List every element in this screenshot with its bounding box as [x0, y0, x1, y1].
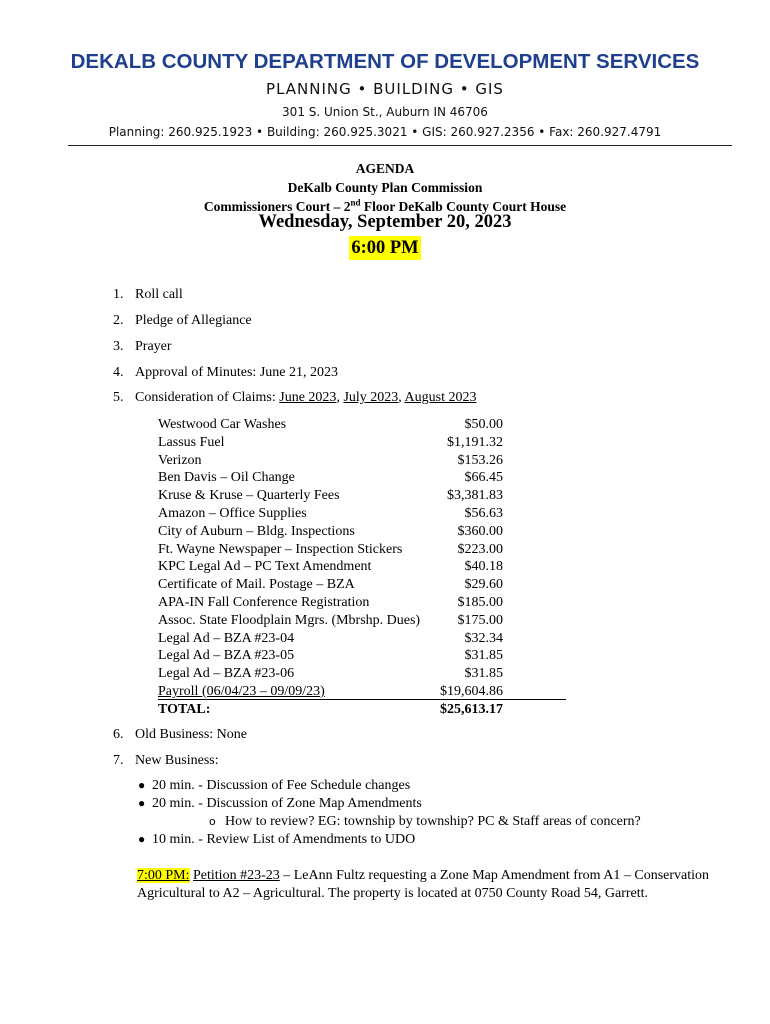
item-number: 7.	[113, 753, 124, 768]
agenda-header	[0, 159, 770, 216]
claim-amount: $56.63	[464, 505, 503, 521]
meeting-time: 6:00 PM	[351, 238, 419, 258]
letterhead-divider	[68, 145, 732, 146]
claim-row-total	[158, 701, 503, 719]
item-text: Approval of Minutes: June 21, 2023	[135, 365, 338, 380]
claim-amount: $175.00	[457, 612, 503, 628]
item-number: 2.	[113, 313, 124, 328]
claims-separator: ,	[336, 390, 344, 405]
agenda-heading: AGENDA	[355, 161, 415, 176]
claim-amount: $66.45	[464, 470, 503, 486]
claim-name: Lassus Fuel	[158, 434, 225, 450]
item-text: Pledge of Allegiance	[135, 313, 252, 328]
claim-name: Ft. Wayne Newspaper – Inspection Stickers	[158, 541, 403, 557]
new-business-bullet-zone-map	[138, 796, 422, 812]
new-business-bullet-udo	[138, 832, 415, 848]
claim-row	[158, 612, 503, 630]
claim-amount: $153.26	[457, 452, 503, 468]
item-text: Consideration of Claims:	[135, 390, 280, 405]
open-circle-bullet-icon: o	[209, 815, 216, 828]
claim-amount: $1,191.32	[447, 434, 503, 450]
item-text: Prayer	[135, 339, 172, 354]
claim-row	[158, 505, 503, 523]
item-text: New Business:	[135, 753, 219, 768]
bullet-text: 20 min. - Discussion of Fee Schedule changes	[152, 778, 411, 793]
claim-row	[158, 558, 503, 576]
claim-row	[158, 416, 503, 434]
claim-row	[158, 647, 503, 665]
item-number: 5.	[113, 390, 124, 405]
meeting-date: Wednesday, September 20, 2023	[258, 212, 512, 232]
claim-name: Assoc. State Floodplain Mgrs. (Mbrshp. Dues)	[158, 612, 421, 628]
claim-name: Legal Ad – BZA #23-06	[158, 666, 295, 682]
claim-total-amount: $25,613.17	[440, 701, 503, 717]
item-text: Roll call	[135, 287, 183, 302]
agenda-location-pre: Commissioners Court – 2	[203, 199, 351, 214]
claim-row	[158, 487, 503, 505]
claim-amount: $3,381.83	[447, 488, 503, 504]
claim-name: Certificate of Mail. Postage – BZA	[158, 577, 355, 593]
new-business-subbullet-review	[209, 814, 641, 830]
item-number: 1.	[113, 287, 124, 302]
claim-amount: $223.00	[457, 541, 503, 557]
petition-paragraph	[137, 867, 717, 904]
claim-amount: $19,604.86	[440, 683, 503, 699]
claim-row	[158, 594, 503, 612]
bullet-dot-icon: ●	[138, 832, 146, 846]
department-title: DEKALB COUNTY DEPARTMENT OF DEVELOPMENT SERVICES	[70, 50, 700, 73]
department-phone-numbers: Planning: 260.925.1923 • Building: 260.925.3021 • GIS: 260.927.2356 • Fax: 260.927.4791	[108, 125, 662, 139]
bullet-dot-icon: ●	[138, 778, 146, 792]
meeting-time-wrapper	[0, 236, 770, 260]
claim-name: Payroll (06/04/23 – 09/09/23)	[158, 683, 325, 699]
claim-row	[158, 665, 503, 683]
claim-row	[158, 434, 503, 452]
claim-amount: $40.18	[464, 559, 503, 575]
petition-time: 7:00 PM:	[137, 868, 190, 883]
agenda-body-name: DeKalb County Plan Commission	[287, 180, 483, 195]
claim-amount: $31.85	[464, 648, 503, 664]
agenda-item-pledge	[113, 313, 252, 329]
claim-amount: $185.00	[457, 594, 503, 610]
claim-name: Ben Davis – Oil Change	[158, 470, 295, 486]
claim-name: KPC Legal Ad – PC Text Amendment	[158, 559, 372, 575]
claim-amount: $360.00	[457, 523, 503, 539]
bullet-text: 20 min. - Discussion of Zone Map Amendments	[152, 796, 422, 811]
claims-link-august[interactable]: August 2023	[404, 390, 477, 405]
claim-amount: $31.85	[464, 666, 503, 682]
agenda-item-roll-call	[113, 287, 183, 303]
claim-name: Amazon – Office Supplies	[158, 505, 307, 521]
claim-row	[158, 576, 503, 594]
bullet-text: 10 min. - Review List of Amendments to UDO	[152, 832, 416, 847]
item-number: 6.	[113, 727, 124, 742]
claim-row	[158, 541, 503, 559]
agenda-item-old-business	[113, 727, 247, 743]
item-number: 3.	[113, 339, 124, 354]
subbullet-text: How to review? EG: township by township? PC & Staff areas of concern?	[225, 814, 641, 829]
petition-text: – LeAnn Fultz requesting a Zone Map Amendment from A1 – Conservation Agricultural to A2 – Agricultural. The property is located at 0750 County Road 54, Garrett.	[137, 868, 710, 902]
claim-name: Legal Ad – BZA #23-04	[158, 630, 295, 646]
claim-row	[158, 523, 503, 541]
claim-name: Westwood Car Washes	[158, 417, 287, 432]
claim-row	[158, 469, 503, 487]
agenda-item-prayer	[113, 339, 172, 355]
claims-separator: ,	[398, 390, 405, 405]
agenda-item-claims	[113, 390, 476, 406]
claim-row-payroll	[158, 683, 503, 701]
claim-name: Verizon	[158, 452, 202, 468]
department-address: 301 S. Union St., Auburn IN 46706	[282, 105, 488, 119]
agenda-location-post: Floor DeKalb County Court House	[360, 199, 567, 214]
item-text: Old Business: None	[135, 727, 247, 742]
claim-row	[158, 452, 503, 470]
claim-name: City of Auburn – Bldg. Inspections	[158, 523, 355, 539]
claim-total-label: TOTAL:	[158, 701, 211, 717]
claims-list	[158, 416, 570, 719]
claim-amount: $29.60	[464, 577, 503, 593]
agenda-item-minutes	[113, 365, 338, 381]
claim-name: Kruse & Kruse – Quarterly Fees	[158, 488, 340, 504]
claims-link-june[interactable]: June 2023	[279, 390, 337, 405]
agenda-item-new-business	[113, 753, 219, 769]
claims-link-july[interactable]: July 2023	[343, 390, 399, 405]
claim-amount: $32.34	[464, 630, 503, 646]
claim-amount: $50.00	[464, 417, 503, 432]
new-business-bullet-fee-schedule	[138, 778, 410, 794]
department-subtitle: PLANNING • BUILDING • GIS	[266, 80, 504, 98]
claim-name: Legal Ad – BZA #23-05	[158, 648, 295, 664]
petition-label: Petition #23-23	[193, 868, 280, 883]
item-number: 4.	[113, 365, 124, 380]
agenda-location-sup: nd	[350, 197, 361, 208]
claim-row	[158, 630, 503, 648]
bullet-dot-icon: ●	[138, 796, 146, 810]
claim-name: APA-IN Fall Conference Registration	[158, 594, 370, 610]
